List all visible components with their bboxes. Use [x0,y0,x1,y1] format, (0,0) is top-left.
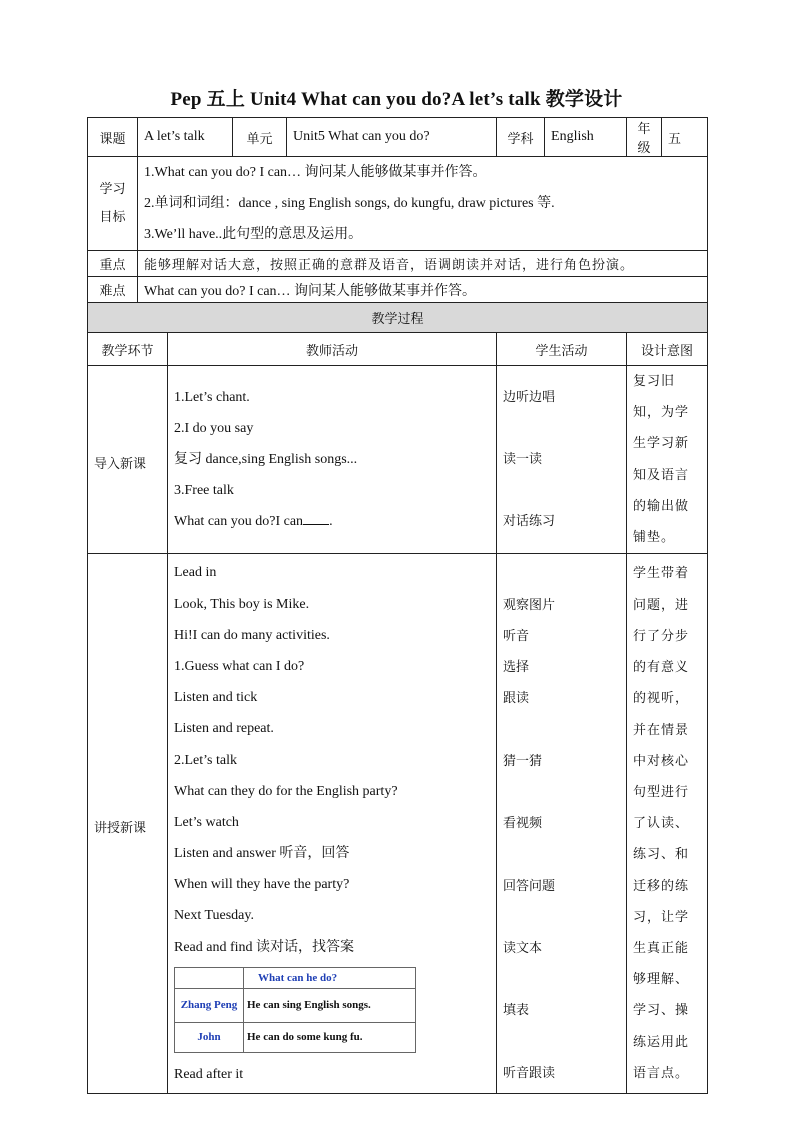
document-title: Pep 五上 Unit4 What can you do?A let’s talk 教学设计 [170,89,623,110]
teacher-line: Next Tuesday. [174,908,254,924]
student-line: 读文本 [503,940,543,956]
difficulties-row [88,277,708,303]
difficulties-label: 难点 [88,277,138,303]
student-line: 读一读 [503,452,543,468]
topic-label: 课题 [88,118,138,157]
student-line [503,964,620,995]
stage-label: 导入新课 [94,457,147,473]
teacher-line: When will they have the party? [174,877,350,893]
answer-table-corner [175,967,244,988]
student-line: 对话练习 [503,514,556,530]
teacher-line [174,506,490,537]
intent-cell [627,366,708,554]
teacher-activity-cell [168,366,497,554]
col-intent-header: 设计意图 [627,333,708,366]
col-stage-header: 教学环节 [88,333,168,366]
intent-text: 复习旧知，为学生学习新知及语言的输出做铺垫。 [633,374,690,546]
col-student-header: 学生活动 [497,333,627,366]
student-line: 看视频 [503,816,543,832]
objectives-label: 学习目标 [88,157,138,251]
fill-in-blank [303,510,329,525]
student-activity-cell [497,554,627,1094]
col-teacher-header: 教师活动 [168,333,497,366]
teacher-line: 复习 dance,sing English songs... [174,452,358,468]
section-teaching-row [88,554,708,1094]
teacher-line: Listen and repeat. [174,721,274,737]
student-line [503,475,620,506]
student-line: 听音跟读 [503,1065,556,1081]
key-points-label: 重点 [88,251,138,277]
student-line [503,839,620,870]
lesson-plan-table [87,117,708,1094]
subject-label: 学科 [497,118,545,157]
answer-row-value: He can do some kung fu. [244,1022,416,1052]
section-intro-row [88,366,708,554]
answer-row-name: Zhang Peng [175,988,244,1022]
objectives-row [88,157,708,251]
student-line: 跟读 [503,691,530,707]
process-header: 教学过程 [88,303,708,333]
teacher-line-text: What can you do?I can [174,514,304,530]
unit-value: Unit5 What can you do? [287,118,497,157]
student-line [503,413,620,444]
student-line [503,559,620,590]
objective-line: 3.We’ll have..此句型的意思及运用。 [144,227,363,242]
student-line [503,715,620,746]
unit-label: 单元 [233,118,287,157]
student-line [503,1026,620,1057]
process-columns-row [88,333,708,366]
teacher-line: Lead in [174,565,217,581]
objective-line: 2.单词和词组：dance , sing English songs, do kungfu, draw pictures 等. [144,196,555,211]
topic-value: A let’s talk [138,118,233,157]
stage-cell [88,554,168,1094]
key-points-text: 能够理解对话大意，按照正确的意群及语音，语调朗读并对话，进行角色扮演。 [138,251,708,277]
teacher-line: 2.I do you say [174,420,254,436]
teacher-line: Listen and tick [174,690,258,706]
teacher-line: 2.Let’s talk [174,752,237,768]
student-line: 回答问题 [503,878,556,894]
key-points-row [88,251,708,277]
teacher-line: What can they do for the English party? [174,783,398,799]
difficulties-text: What can you do? I can… 询问某人能够做某事并作答。 [138,277,708,303]
grade-value: 五 [662,118,708,157]
teacher-activity-cell [168,554,497,1094]
process-header-row [88,303,708,333]
student-line: 填表 [503,1003,530,1019]
teacher-line: Read after it [174,1066,244,1082]
intent-text: 学生带着问题，进行了分步的有意义的视听，并在情景中对核心句型进行了认读、练习、和迁移的练习，让学生真正能够理解、学习、操练运用此语言点。 [633,566,690,1081]
student-line [503,902,620,933]
student-line: 听音 [503,629,530,644]
teacher-line: Let’s watch [174,814,239,830]
student-line: 边听边唱 [503,389,556,405]
objective-line: 1.What can you do? I can… 询问某人能够做某事并作答。 [144,165,487,180]
student-activity-cell [497,366,627,554]
student-line: 猜一猜 [503,753,543,769]
teacher-line: Read and find 读对话，找答案 [174,939,355,955]
intent-cell [627,554,708,1094]
student-line [503,777,620,808]
answer-table-header: What can he do? [244,967,416,988]
subject-value: English [545,118,627,157]
grade-label: 年级 [627,118,662,157]
stage-cell [88,366,168,554]
teacher-line: Hi!I can do many activities. [174,627,330,643]
student-line: 观察图片 [503,597,556,613]
teacher-line: Look, This boy is Mike. [174,596,310,612]
info-row [88,118,708,157]
teacher-line-suffix: . [329,514,333,530]
answer-table [174,967,416,1053]
answer-row-value: He can sing English songs. [244,988,416,1022]
objectives-content [138,157,708,251]
stage-label: 讲授新课 [94,821,147,837]
teacher-line: 1.Guess what can I do? [174,658,305,674]
student-line: 选择 [503,660,530,676]
teacher-line: 3.Free talk [174,483,234,499]
teacher-line: Listen and answer 听音，回答 [174,846,350,862]
answer-row-name: John [175,1022,244,1052]
teacher-line: 1.Let’s chant. [174,389,250,405]
